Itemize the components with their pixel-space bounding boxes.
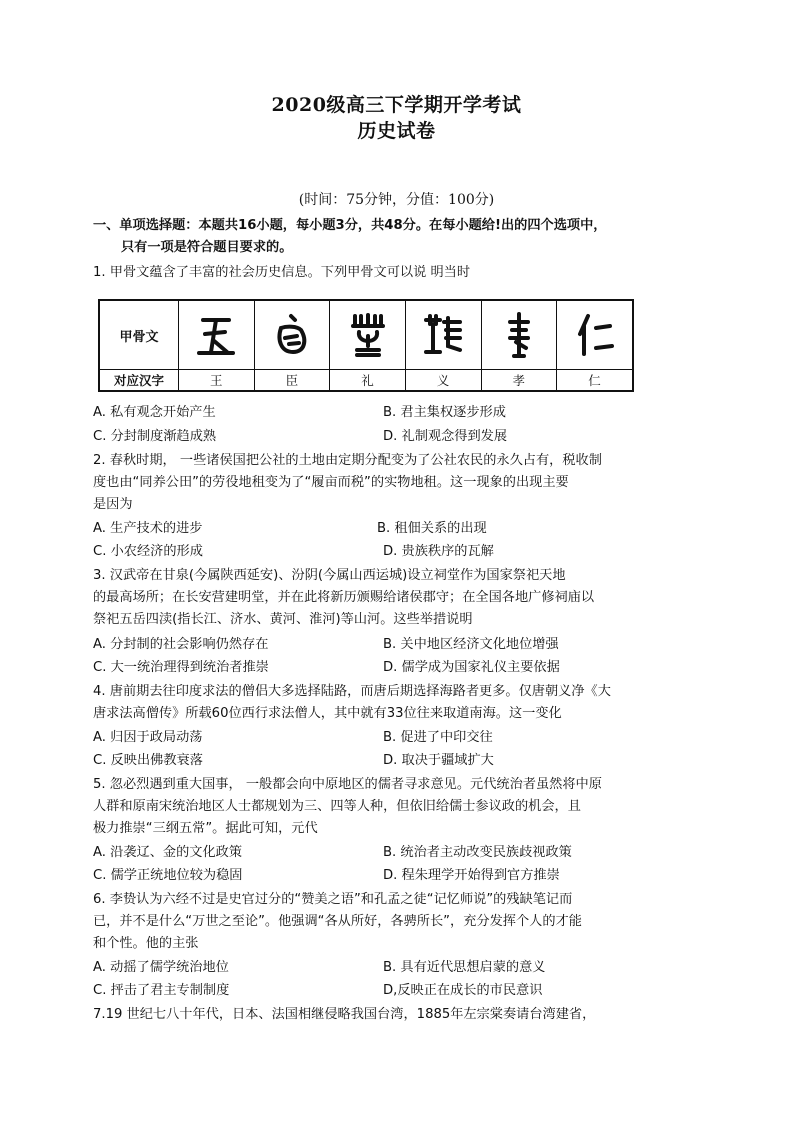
q6-option-d: D,反映正在成长的市民意识	[383, 983, 543, 998]
oracle-wang-icon	[179, 300, 255, 370]
q6-option-b: B. 具有近代思想启蒙的意义	[383, 960, 546, 975]
q4-option-b: B. 促进了中印交往	[383, 730, 493, 745]
modern-char: 义	[405, 370, 481, 392]
question-5-stem: 人群和原南宋统治地区人士都规划为三、四等人种，但依旧给儒士参议政的机会，且	[93, 799, 581, 814]
exam-title: 2020级高三下学期开学考试	[271, 94, 522, 116]
modern-char: 孝	[481, 370, 557, 392]
question-3-stem: 祭祀五岳四渎(指长江、济水、黄河、淮河)等山河。这些举措说明	[93, 612, 473, 627]
question-6-stem: 6. 李贽认为六经不过是史官过分的“赞美之语”和孔孟之徒“记忆师说”的残缺笔记而	[93, 892, 573, 907]
exam-subtitle: 历史试卷	[357, 120, 436, 142]
modern-char: 仁	[557, 370, 633, 392]
q1-option-c: C. 分封制度渐趋成熟	[93, 429, 217, 444]
question-3-stem: 3. 汉武帝在甘泉(今属陕西延安)、汾阴(今属山西运城)设立祠堂作为国家祭祀天地	[93, 568, 566, 583]
q1-option-b: B. 君主集权逐步形成	[383, 405, 506, 420]
modern-char: 礼	[330, 370, 406, 392]
table-header-oracle: 甲骨文	[99, 300, 179, 370]
q3-option-c: C. 大一统治理得到统治者推崇	[93, 660, 269, 675]
q2-option-b: B. 租佃关系的出现	[377, 521, 487, 536]
question-5-stem: 极力推崇“三纲五常”。据此可知，元代	[93, 821, 318, 836]
question-5-stem: 5. 忽必烈遇到重大国事， 一般都会向中原地区的儒者寻求意见。元代统治者虽然将中原	[93, 777, 602, 792]
q5-option-d: D. 程朱理学开始得到官方推崇	[383, 868, 560, 883]
modern-char: 臣	[254, 370, 330, 392]
question-2-stem: 2. 春秋时期， 一些诸侯国把公社的土地由定期分配变为了公社农民的永久占有，税收制	[93, 453, 602, 468]
q1-option-d: D. 礼制观念得到发展	[383, 429, 508, 444]
q1-option-a: A. 私有观念开始产生	[93, 405, 216, 420]
oracle-bone-table	[98, 299, 634, 392]
question-1-stem: 1. 甲骨文蕴含了丰富的社会历史信息。下列甲骨文可以说 明当时	[93, 265, 471, 280]
q2-option-c: C. 小农经济的形成	[93, 544, 203, 559]
oracle-yi-icon	[405, 300, 481, 370]
table-header-modern: 对应汉字	[99, 370, 179, 392]
question-2-stem: 是因为	[93, 497, 133, 512]
oracle-ren-icon	[557, 300, 633, 370]
question-7-stem: 7.19 世纪七八十年代，日本、法国相继侵略我国台湾，1885年左宗棠奏请台湾建省，	[93, 1007, 596, 1022]
q2-option-d: D. 贵族秩序的瓦解	[383, 544, 494, 559]
question-6-stem: 已，并不是什么“万世之至论”。他强调“各从所好，各骋所长”，充分发挥个人的才能	[93, 914, 582, 929]
question-6-stem: 和个性。他的主张	[93, 936, 199, 951]
question-4-stem: 4. 唐前期去往印度求法的僧侣大多选择陆路，而唐后期选择海路者更多。仅唐朝义净《大	[93, 684, 611, 699]
exam-meta: (时间：75分钟，分值：100分)	[298, 192, 495, 208]
q4-option-c: C. 反映出佛教衰落	[93, 753, 203, 768]
q5-option-b: B. 统治者主动改变民族歧视政策	[383, 845, 572, 860]
section-heading-cont: 只有一项是符合题目要求的。	[121, 240, 293, 255]
q3-option-a: A. 分封制的社会影响仍然存在	[93, 637, 269, 652]
q5-option-c: C. 儒学正统地位较为稳固	[93, 868, 243, 883]
q3-option-b: B. 关中地区经济文化地位增强	[383, 637, 559, 652]
q6-option-a: A. 动摇了儒学统治地位	[93, 960, 229, 975]
q4-option-a: A. 归因于政局动荡	[93, 730, 203, 745]
modern-char: 王	[179, 370, 255, 392]
q4-option-d: D. 取决于疆域扩大	[383, 753, 494, 768]
q6-option-c: C. 抨击了君主专制制度	[93, 983, 230, 998]
q3-option-d: D. 儒学成为国家礼仪主要依据	[383, 660, 560, 675]
q5-option-a: A. 沿袭辽、金的文化政策	[93, 845, 243, 860]
q2-option-a: A. 生产技术的进步	[93, 521, 203, 536]
section-heading: 一、单项选择题：本题共16小题，每小题3分，共48分。在每小题给!出的四个选项中，	[93, 218, 607, 233]
oracle-xiao-icon	[481, 300, 557, 370]
oracle-chen-icon	[254, 300, 330, 370]
oracle-li-icon	[330, 300, 406, 370]
question-2-stem: 度也由“同养公田”的劳役地租变为了“履亩而税”的实物地租。这一现象的出现主要	[93, 475, 569, 490]
question-3-stem: 的最高场所；在长安营建明堂，并在此将新历颁赐给诸侯郡守；在全国各地广修祠庙以	[93, 590, 595, 605]
question-4-stem: 唐求法高僧传》所载60位西行求法僧人，其中就有33位往来取道南海。这一变化	[93, 706, 562, 721]
